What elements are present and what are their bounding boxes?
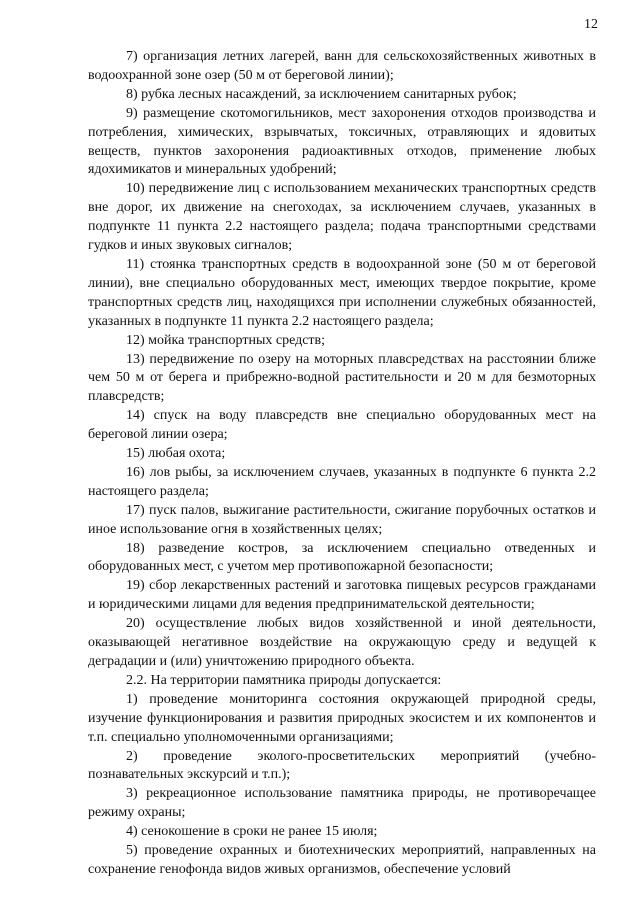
allowed-item-3: 3) рекреационное использование памятника природы, не противоречащее режиму охраны; (88, 786, 596, 821)
paragraph-item-17: 17) пуск палов, выжигание растительности, сжигание порубочных остатков и иное использование огня в хозяйственных целях; (88, 502, 596, 537)
paragraph-item-15: 15) любая охота; (126, 446, 226, 462)
allowed-item-2: 2) проведение эколого-просветительских мероприятий (учебно-познавательных экскурсий и т.п.); (88, 748, 596, 783)
paragraph-item-16: 16) лов рыбы, за исключением случаев, указанных в подпункте 6 пункта 2.2 настоящего раздела; (88, 464, 596, 499)
paragraph-item-10: 10) передвижение лиц с использованием механических транспортных средств вне дорог, их движение на снегоходах, за исключением случаев, указанных в подпункте 11 пункта 2.2 настоящего раздела; подача транспортными средствами гудков и иных звуковых сигналов; (88, 181, 596, 254)
document-body (88, 48, 596, 880)
paragraph-item-13: 13) передвижение по озеру на моторных плавсредствах на расстоянии ближе чем 50 м от берега и прибрежно-водной растительности и 20 м для безмоторных плавсредств; (88, 351, 596, 405)
paragraph-item-19: 19) сбор лекарственных растений и заготовка пищевых ресурсов гражданами и юридическими лицами для ведения предпринимательской деятельности; (88, 578, 596, 613)
paragraph-item-11: 11) стоянка транспортных средств в водоохранной зоне (50 м от береговой линии), вне специально оборудованных мест, имеющих твердое покрытие, кроме транспортных средств лиц, находящихся при исполнении служебных обязанностей, указанных в подпункте 11 пункта 2.2 настоящего раздела; (88, 256, 596, 329)
paragraph-item-12: 12) мойка транспортных средств; (126, 332, 326, 348)
section-heading-2-2: 2.2. На территории памятника природы допускается: (126, 672, 442, 688)
paragraph-item-7: 7) организация летних лагерей, ванн для сельскохозяйственных животных в водоохранной зоне озер (50 м от береговой линии); (88, 49, 596, 83)
allowed-item-4: 4) сенокошение в сроки не ранее 15 июля; (126, 824, 378, 840)
paragraph-item-8: 8) рубка лесных насаждений, за исключением санитарных рубок; (126, 86, 517, 102)
paragraph-item-9: 9) размещение скотомогильников, мест захоронения отходов производства и потребления, химических, взрывчатых, токсичных, отравляющих и ядовитых веществ, пунктов захоронения радиоактивных отходов, применение любых ядохимикатов и минеральных удобрений; (88, 105, 596, 178)
allowed-item-5: 5) проведение охранных и биотехнических мероприятий, направленных на сохранение генофонда видов живых организмов, обеспечение условий (88, 843, 596, 877)
page-number: 12 (584, 17, 598, 32)
allowed-item-1: 1) проведение мониторинга состояния окружающей природной среды, изучение функционирования и развития природных экосистем и их компонентов и т.п. специально уполномоченными организациями; (88, 691, 596, 745)
paragraph-item-18: 18) разведение костров, за исключением специально отведенных и оборудованных мест, с учетом мер противопожарной безопасности; (88, 540, 596, 575)
paragraph-item-14: 14) спуск на воду плавсредств вне специально оборудованных мест на береговой линии озера; (88, 408, 596, 443)
paragraph-item-20: 20) осуществление любых видов хозяйственной и иной деятельности, оказывающей негативное воздействие на окружающую среду и ведущей к деградации и (или) уничтожению природного объекта. (88, 616, 596, 669)
